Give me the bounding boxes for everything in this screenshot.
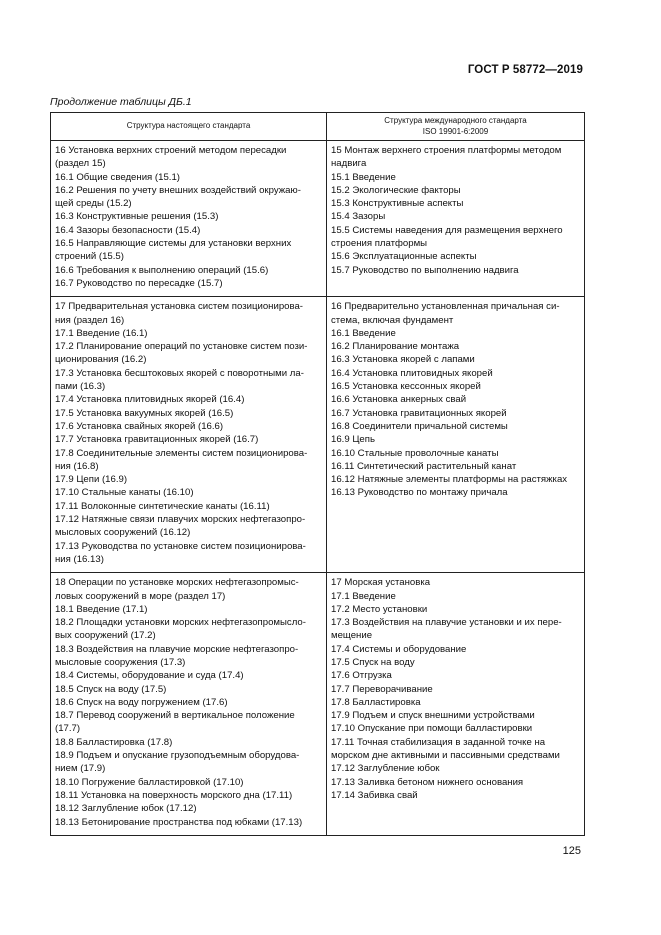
table-cell-line: ния (раздел 16) (55, 314, 125, 326)
row-cell-left (51, 141, 327, 297)
table-header-row (51, 113, 585, 141)
table-cell-line: 17.9 Подъем и спуск внешними устройствами (331, 710, 535, 722)
table-cell-line: 17.13 Заливка бетоном нижнего основания (331, 776, 524, 788)
header-col1-text: Структура настоящего стандарта (126, 121, 251, 131)
table-cell-line: 15.4 Зазоры (331, 211, 386, 223)
table-caption: Продолжение таблицы ДБ.1 (50, 96, 192, 108)
table-cell-line: 18.13 Бетонирование пространства под юбками (17.13) (55, 816, 303, 828)
table-cell-line: морском дне активными и пассивными средствами (331, 750, 560, 762)
table-cell-line: 15 Монтаж верхнего строения платформы методом (331, 145, 562, 156)
table-cell-line: 16.7 Установка гравитационных якорей (331, 407, 507, 419)
table-cell-line: 16.6 Установка анкерных свай (331, 394, 467, 406)
table-cell-line: 18 Операции по установке морских нефтегазопромыс- (55, 577, 299, 589)
table-cell-line: 16.12 Натяжные элементы платформы на растяжках (331, 474, 568, 486)
table-cell-line: 16.7 Руководство по пересадке (15.7) (55, 277, 223, 289)
table-cell-line: мысловые сооружения (17.3) (55, 656, 186, 668)
table-cell-line: 17.11 Точная стабилизация в заданной точке на (331, 736, 546, 748)
table-cell-line: ционирования (16.2) (55, 354, 147, 366)
table-cell-line: 16.9 Цепь (331, 434, 375, 446)
table-cell-line: 18.2 Площадки установки морских нефтегазопромысло- (55, 617, 306, 629)
table-cell-line: 18.10 Погружение балластировкой (17.10) (55, 776, 244, 788)
table-cell-line: 16.2 Планирование монтажа (331, 341, 460, 353)
table-cell-line: пами (16.3) (55, 381, 106, 393)
table-cell-line: 16.13 Руководство по монтажу причала (331, 487, 508, 499)
table-cell-line: 16.4 Установка плитовидных якорей (331, 367, 493, 379)
table-cell-line: строения платформы (331, 238, 428, 250)
table-cell-line: 18.4 Системы, оборудование и суда (17.4) (55, 670, 244, 682)
table-cell-line: 16.1 Введение (331, 327, 396, 339)
table-cell-line: 15.2 Экологические факторы (331, 184, 461, 196)
table-cell-line: вых сооружений (17.2) (55, 630, 156, 642)
table-cell-line: 17.7 Переворачивание (331, 683, 433, 695)
table-cell-line: 16.1 Общие сведения (15.1) (55, 171, 180, 183)
table-cell-line: 18.8 Балластировка (17.8) (55, 736, 173, 748)
table-cell-line: 15.6 Эксплуатационные аспекты (331, 251, 477, 263)
table-cell-line: 16.6 Требования к выполнению операций (15.6) (55, 264, 269, 276)
table-cell-line: 17.6 Установка свайных якорей (16.6) (55, 420, 224, 432)
table-cell-line: 17.1 Введение (331, 590, 396, 602)
table-cell-line: нием (17.9) (55, 763, 106, 775)
table-cell-line: строений (15.5) (55, 251, 124, 263)
table-cell-line: 16.8 Соединители причальной системы (331, 420, 508, 432)
table-cell-line: 17.5 Установка вакуумных якорей (16.5) (55, 407, 234, 419)
table-cell-line: 17.1 Введение (16.1) (55, 327, 148, 339)
table-row (51, 141, 585, 297)
table-cell-line: 16 Предварительно установленная причальная си- (331, 301, 560, 313)
table-cell-line: 16.5 Направляющие системы для установки верхних (55, 238, 292, 250)
table-cell-line: 17.8 Балластировка (331, 696, 421, 708)
table-cell-line: 18.9 Подъем и опускание грузоподъемным оборудова- (55, 750, 300, 762)
table-cell-line: 16.3 Установка якорей с лапами (331, 354, 475, 366)
table-cell-line: 17.6 Отгрузка (331, 670, 392, 682)
table-row (51, 297, 585, 573)
table-cell-line: 18.1 Введение (17.1) (55, 603, 148, 615)
header-col2-line1: Структура международного стандарта (384, 116, 527, 125)
row-cell-right (327, 141, 585, 297)
table-cell-line: 17.5 Спуск на воду (331, 656, 415, 668)
table-cell-line: 18.5 Спуск на воду (17.5) (55, 683, 167, 695)
table-cell-line: 16.10 Стальные проволочные канаты (331, 447, 499, 459)
table-cell-line: 16 Установка верхних строений методом пересадки (55, 145, 287, 156)
table-cell-line: стема, включая фундамент (331, 314, 454, 326)
table-cell-line: 16.3 Конструктивные решения (15.3) (55, 211, 219, 223)
table-cell-line: 17.3 Установка бесштоковых якорей с поворотными ла- (55, 367, 304, 379)
table-cell-line: мысловых сооружений (16.12) (55, 527, 191, 539)
table-cell-line: 17.9 Цепи (16.9) (55, 474, 128, 486)
table-cell-line: ния (16.13) (55, 553, 104, 565)
header-col2-line2: ISO 19901-6:2009 (422, 126, 489, 136)
table-cell-line: 17.13 Руководства по установке систем позиционирова- (55, 540, 306, 552)
table-cell-line: ловых сооружений в море (раздел 17) (55, 590, 226, 602)
row-cell-right (327, 573, 585, 836)
table-cell-line: 17.12 Натяжные связи плавучих морских нефтегазопро- (55, 514, 306, 526)
table-row (51, 573, 585, 836)
table-cell-line: 17.2 Планирование операций по установке систем пози- (55, 341, 308, 353)
table-cell-line: 17 Морская установка (331, 577, 431, 589)
table-cell-line: 17.11 Волоконные синтетические канаты (16.11) (55, 500, 270, 512)
table-cell-line: 17.10 Опускание при помощи балластировки (331, 723, 533, 735)
row-cell-left (51, 297, 327, 573)
table-cell-line: 17.2 Место установки (331, 603, 428, 615)
table-cell-line: 17.4 Системы и оборудование (331, 643, 467, 655)
table-cell-line: 15.5 Системы наведения для размещения верхнего (331, 224, 563, 236)
table-cell-line: 17.4 Установка плитовидных якорей (16.4) (55, 394, 245, 406)
table-cell-line: щей среды (15.2) (55, 198, 132, 210)
table-cell-line: (раздел 15) (55, 158, 106, 170)
table-cell-line: 15.3 Конструктивные аспекты (331, 198, 464, 210)
table-cell-line: 18.12 Заглубление юбок (17.12) (55, 803, 197, 815)
table-cell-line: 18.3 Воздействия на плавучие морские нефтегазопро- (55, 643, 299, 655)
row-cell-left (51, 573, 327, 836)
table-cell-line: 17.14 Забивка свай (331, 789, 418, 801)
page-number: 125 (562, 845, 581, 857)
table-cell-line: 18.11 Установка на поверхность морского дна (17.11) (55, 789, 293, 801)
table-cell-line: мещение (331, 630, 373, 642)
table-cell-line: 17.3 Воздействия на плавучие установки и их пере- (331, 617, 562, 629)
header-col-current-standard (51, 113, 327, 141)
table-cell-line: 16.5 Установка кессонных якорей (331, 381, 481, 393)
table-cell-line: 18.7 Перевод сооружений в вертикальное положение (55, 710, 295, 722)
table-cell-line: 15.1 Введение (331, 171, 396, 183)
table-cell-line: ния (16.8) (55, 460, 99, 472)
table-cell-line: 18.6 Спуск на воду погружением (17.6) (55, 696, 228, 708)
table-cell-line: 16.2 Решения по учету внешних воздействий окружаю- (55, 184, 301, 196)
table-cell-line: 17.8 Соединительные элементы систем позиционирова- (55, 447, 308, 459)
table-cell-line: 17 Предварительная установка систем позиционирова- (55, 301, 304, 313)
table-cell-line: 16.4 Зазоры безопасности (15.4) (55, 224, 201, 236)
table-cell-line: (17.7) (55, 723, 81, 735)
table-cell-line: 15.7 Руководство по выполнению надвига (331, 264, 519, 276)
structure-table (50, 112, 585, 836)
table-cell-line: 17.10 Стальные канаты (16.10) (55, 487, 194, 499)
row-cell-right (327, 297, 585, 573)
table-cell-line: надвига (331, 158, 367, 170)
document-code: ГОСТ Р 58772—2019 (467, 64, 583, 76)
table-cell-line: 17.7 Установка гравитационных якорей (16.7) (55, 434, 259, 446)
table-cell-line: 17.12 Заглубление юбок (331, 763, 440, 775)
header-col-international-standard (327, 113, 585, 141)
table-cell-line: 16.11 Синтетический растительный канат (331, 460, 517, 472)
